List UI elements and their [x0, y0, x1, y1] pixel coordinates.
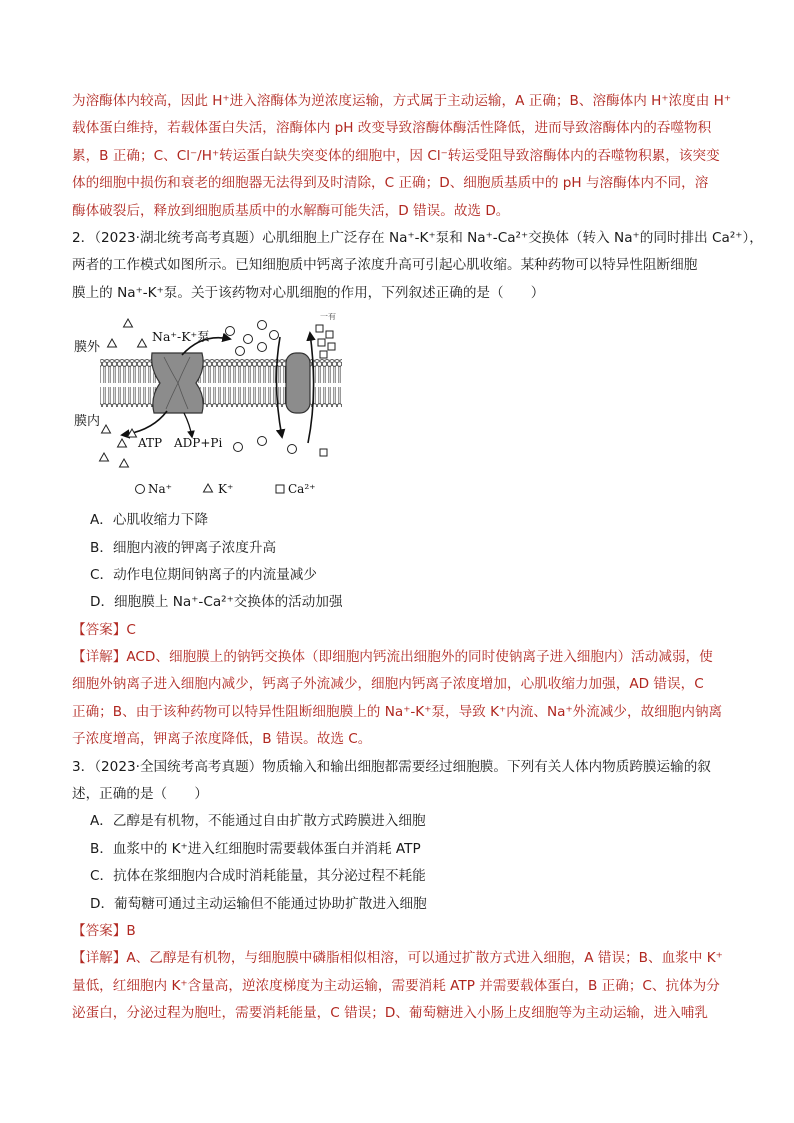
text-line: 载体蛋白维持，若载体蛋白失活，溶酶体内 pH 改变导致溶酶体酶活性降低，进而导致溶酶体内的吞噬物积 [72, 120, 712, 137]
k-ion-group-outside [108, 319, 147, 347]
pump-label: Na⁺-K⁺泵 [152, 329, 210, 345]
question-stem-line: 述，正确的是（ ） [72, 786, 208, 803]
legend-na-symbol [136, 485, 145, 494]
question-stem-line: 膜上的 Na⁺-K⁺泵。关于该药物对心肌细胞的作用，下列叙述正确的是（ ） [72, 284, 545, 301]
page-content [72, 88, 763, 1028]
corner-text: 一有 [320, 313, 336, 322]
question-stem-line: 3．（2023·全国统考高考真题）物质输入和输出细胞都需要经过细胞膜。下列有关人体内物质跨膜运输的叙 [72, 758, 711, 775]
legend-k-symbol [204, 484, 213, 492]
na-ca-exchanger-protein [286, 353, 310, 413]
text-line: 为溶酶体内较高，因此 H⁺进入溶酶体为逆浓度运输，方式属于主动运输，A 正确；B、溶酶体内 H⁺浓度由 H⁺ [72, 93, 732, 109]
detail-line: 正确；B、由于该种药物可以特异性阻断细胞膜上的 Na⁺-K⁺泵，导致 K⁺内流、Na⁺外流减少，故细胞内钠离 [72, 703, 723, 720]
inside-label: 膜内 [74, 414, 101, 430]
ca-ion-group-outside [316, 325, 335, 358]
detail-line: 【详解】A、乙醇是有机物，与细胞膜中磷脂相似相溶，可以通过扩散方式进入细胞，A 错误；B、血浆中 K⁺ [72, 950, 723, 967]
legend-ca-symbol [276, 485, 284, 493]
detail-line: 量低，红细胞内 K⁺含量高，逆浓度梯度为主动运输，需要消耗 ATP 并需要载体蛋白，B 正确；C、抗体为分 [72, 977, 720, 994]
option-a: A．心肌收缩力下降 [90, 512, 209, 529]
option-a: A．乙醇是有机物，不能通过自由扩散方式跨膜进入细胞 [90, 813, 426, 830]
legend-na-label: Na⁺ [148, 482, 172, 497]
text-line: 累，B 正确；C、Cl⁻/H⁺转运蛋白缺失突变体的细胞中，因 Cl⁻转运受阻导致溶酶体内的吞噬物积累，该突变 [72, 147, 720, 164]
option-b: B．血浆中的 K⁺进入红细胞时需要载体蛋白并消耗 ATP [90, 840, 421, 857]
answer: 【答案】B [72, 922, 136, 939]
option-c: C．抗体在浆细胞内合成时消耗能量，其分泌过程不耗能 [90, 868, 426, 885]
option-b: B．细胞内液的钾离子浓度升高 [90, 539, 277, 556]
detail-line: 【详解】ACD、细胞膜上的钠钙交换体（即细胞内钙流出细胞外的同时使钠离子进入细胞内）活动减弱，使 [72, 649, 713, 666]
option-c: C．动作电位期间钠离子的内流量减少 [90, 566, 317, 583]
detail-line: 子浓度增高，钾离子浓度降低，B 错误。故选 C。 [72, 731, 372, 748]
outside-label: 膜外 [74, 340, 101, 356]
answer: 【答案】C [72, 621, 136, 638]
question-stem-line: 2．（2023·湖北统考高考真题）心肌细胞上广泛存在 Na⁺-K⁺泵和 Na⁺-Ca²⁺交换体（转入 Na⁺的同时排出 Ca²⁺）， [72, 229, 763, 246]
option-d: D．细胞膜上 Na⁺-Ca²⁺交换体的活动加强 [90, 594, 343, 611]
na-k-pump-protein [152, 353, 203, 413]
option-d: D．葡萄糖可通过主动运输但不能通过协助扩散进入细胞 [90, 895, 427, 912]
atp-label: ATP [138, 436, 163, 451]
ca-ion-inside [320, 449, 327, 456]
legend-ca-label: Ca²⁺ [288, 482, 316, 497]
question-stem-line: 两者的工作模式如图所示。已知细胞质中钙离子浓度升高可引起心肌收缩。某种药物可以特异性阻断细胞 [72, 257, 698, 274]
k-ion-group-inside [100, 425, 137, 467]
question-3 [72, 754, 722, 1028]
previous-explanation [72, 88, 732, 225]
text-line: 酶体破裂后，释放到细胞质基质中的水解酶可能失活，D 错误。故选 D。 [72, 202, 510, 219]
detail-line: 泌蛋白，分泌过程为胞吐，需要消耗能量，C 错误；D、葡萄糖进入小肠上皮细胞等为主动运输，进入哺乳 [72, 1005, 708, 1022]
na-ion-group-inside [234, 437, 297, 454]
detail-line: 细胞外钠离子进入细胞内减少，钙离子外流减少，细胞内钙离子浓度增加，心肌收缩力加强，AD 错误，C [72, 676, 704, 693]
question-2 [72, 225, 763, 754]
membrane-transport-diagram [72, 313, 342, 503]
legend [136, 482, 316, 496]
na-ion-group-outside [226, 321, 279, 356]
legend-k-label: K⁺ [218, 482, 234, 497]
membrane-diagram-svg [72, 313, 342, 503]
adp-label: ADP+Pi [174, 436, 223, 451]
text-line: 体的细胞中损伤和衰老的细胞器无法得到及时清除，C 正确；D、细胞质基质中的 pH 与溶酶体内不同，溶 [72, 175, 709, 192]
